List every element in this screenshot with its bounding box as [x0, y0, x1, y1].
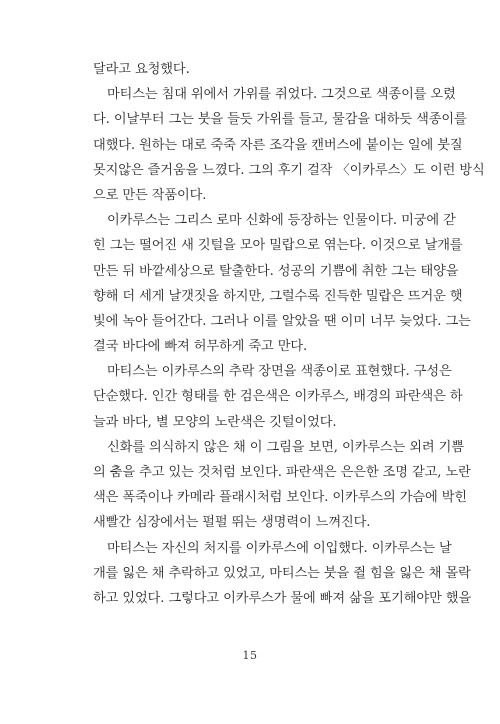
text-line: 힌 그는 떨어진 새 깃털을 모아 밀랍으로 엮는다. 이것으로 날개를 [93, 238, 463, 254]
text-line: 향해 더 세게 날갯짓을 하지만, 그럴수록 진득한 밀랍은 뜨거운 햇 [93, 288, 463, 304]
text-line: 못지않은 즐거움을 느꼈다. 그의 후기 걸작 〈이카루스〉도 이런 방식 [93, 162, 485, 178]
text-line: 달라고 요청했다. [93, 62, 190, 77]
text-line: 새빨간 심장에서는 펄펄 뛰는 생명력이 느껴진다. [93, 515, 371, 531]
text-line: 이카루스는 그리스 로마 신화에 등장하는 인물이다. 미궁에 갇 [107, 213, 456, 229]
text-line: 색은 폭죽이나 카메라 플래시처럼 보인다. 이카루스의 가슴에 박힌 [93, 490, 467, 506]
text-line: 대했다. 원하는 대로 죽죽 자른 조각을 캔버스에 붙이는 일에 붓질 [93, 137, 463, 153]
text-line: 하고 있었다. 그렇다고 이카루스가 물에 빠져 삶을 포기해야만 했을 [93, 590, 472, 606]
text-line: 으로 만든 작품이다. [93, 187, 207, 203]
text-line: 마티스는 침대 위에서 가위를 쥐었다. 그것으로 색종이를 오렸 [107, 87, 456, 103]
page-number: 15 [242, 649, 258, 662]
text-line: 단순했다. 인간 형태를 한 검은색은 이카루스, 배경의 파란색은 하 [93, 389, 463, 405]
text-line: 개를 잃은 채 추락하고 있었고, 마티스는 붓을 쥘 힘을 잃은 채 몰락 [93, 565, 471, 581]
text-line: 마티스는 자신의 처지를 이카루스에 이입했다. 이카루스는 날 [107, 540, 452, 556]
text-line: 빛에 녹아 들어간다. 그러나 이를 알았을 땐 이미 너무 늦었다. 그는 [93, 313, 471, 329]
text-line: 마티스는 이카루스의 추락 장면을 색종이로 표현했다. 구성은 [107, 364, 452, 380]
text-line: 신화를 의식하지 않은 채 이 그림을 보면, 이카루스는 외려 기쁨 [107, 439, 464, 455]
text-line: 의 춤을 추고 있는 것처럼 보인다. 파란색은 은은한 조명 같고, 노란 [93, 465, 471, 480]
text-line: 늘과 바다, 별 모양의 노란색은 깃털이었다. [93, 414, 337, 430]
text-line: 다. 이날부터 그는 붓을 들듯 가위를 들고, 물감을 대하듯 색종이를 [93, 112, 467, 128]
body-text [93, 57, 485, 611]
text-line: 만든 뒤 바깥세상으로 탈출한다. 성공의 기쁨에 취한 그는 태양을 [93, 263, 459, 279]
text-line: 결국 바다에 빠져 허무하게 죽고 만다. [93, 339, 308, 355]
